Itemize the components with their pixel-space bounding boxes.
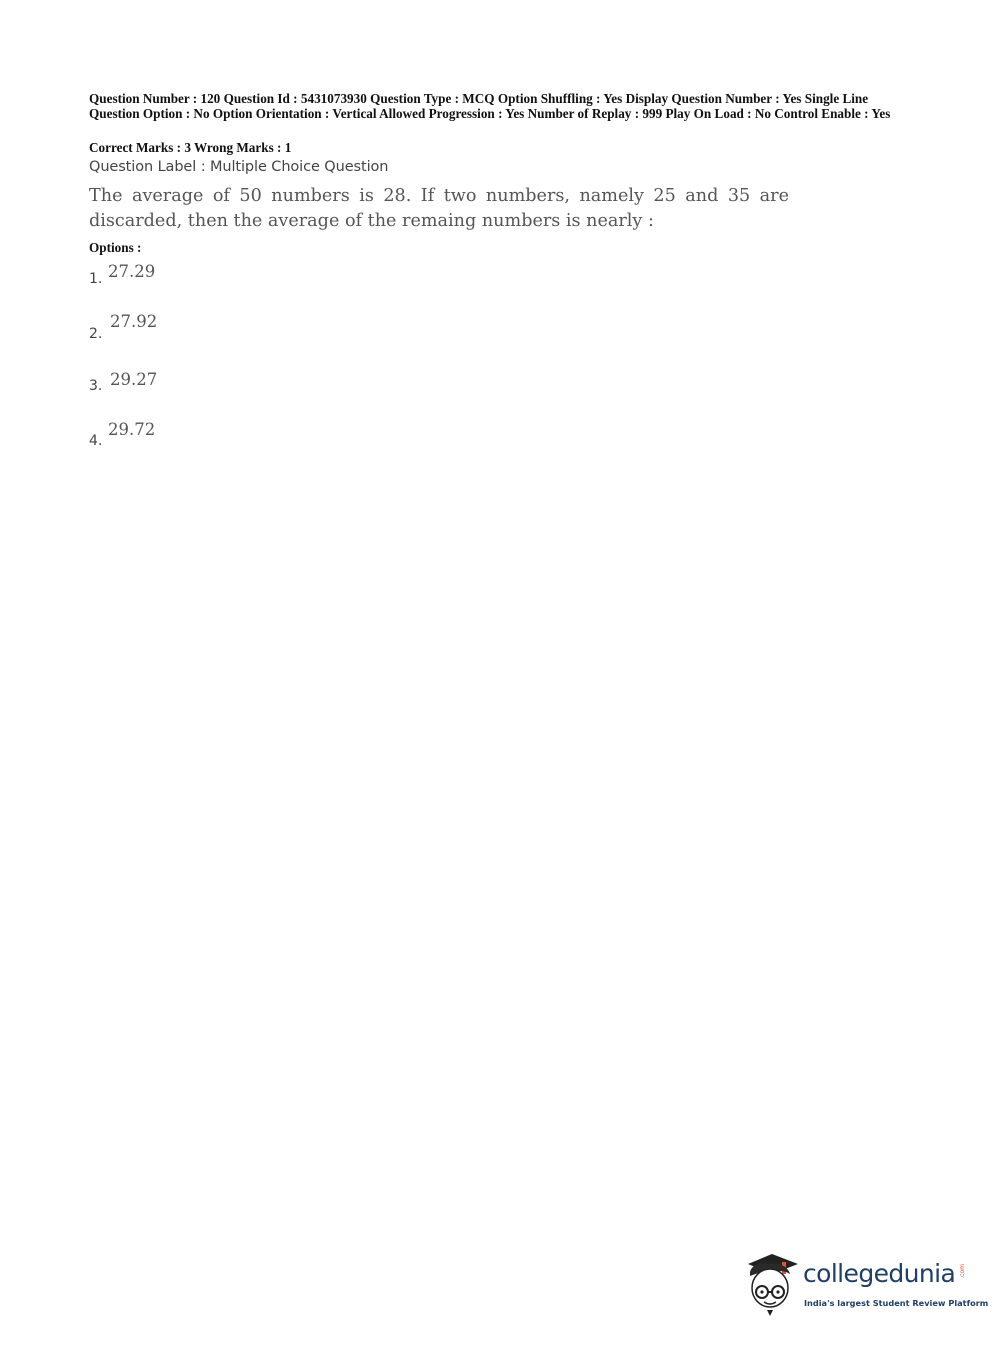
options-heading: Options :	[89, 240, 142, 255]
question-label: Question Label : Multiple Choice Question	[89, 159, 389, 175]
option-4-value: 29.72	[108, 420, 156, 439]
option-2-value: 27.92	[110, 312, 158, 331]
collegedunia-logo	[742, 1250, 989, 1320]
logo-tagline: India's largest Student Review Platform	[804, 1298, 989, 1308]
option-4-number: 4.	[89, 433, 103, 449]
student-mascot-icon	[742, 1250, 802, 1318]
option-3-value: 29.27	[110, 370, 158, 389]
option-1-value: 27.29	[108, 262, 156, 281]
logo-wordmark: collegedunia	[803, 1259, 956, 1288]
option-2-number: 2.	[89, 326, 103, 342]
option-1-number: 1.	[89, 271, 103, 287]
question-text: The average of 50 numbers is 28. If two numbers, namely 25 and 35 are discarded, then the average of the remaing numbers is nearly :	[89, 186, 789, 231]
question-metadata: Question Number : 120 Question Id : 5431073930 Question Type : MCQ Option Shuffling : Yes Display Question Number : Yes Single Line Question Option : No Option Orientation : Vertical Allowed Progression : Yes Number of Replay : 999 Play On Load : No Control Enable : Yes	[89, 91, 891, 121]
marks-line: Correct Marks : 3 Wrong Marks : 1	[89, 140, 292, 155]
option-3-number: 3.	[89, 378, 103, 394]
logo-domain-suffix: .com	[959, 1264, 966, 1279]
